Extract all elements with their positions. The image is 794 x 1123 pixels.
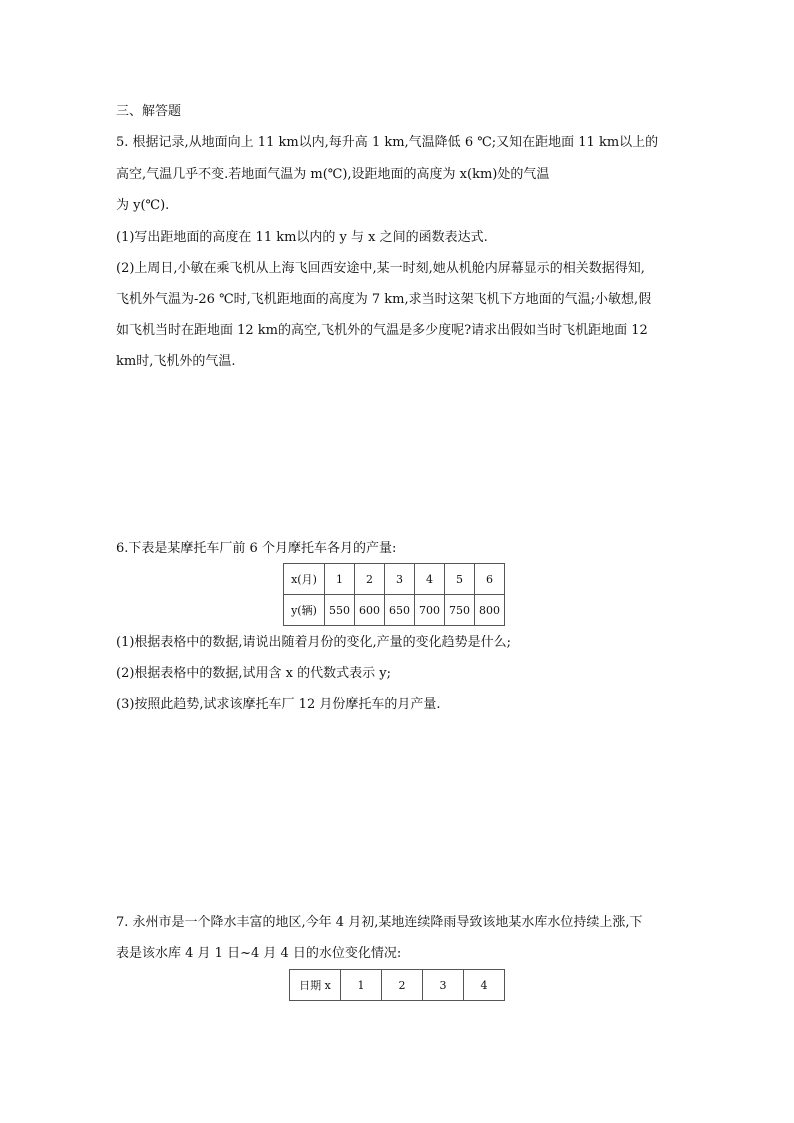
- table-cell: x(月): [284, 564, 325, 595]
- table-cell: 2: [382, 970, 423, 1001]
- table-cell: 800: [475, 595, 505, 626]
- q5-part-2-line-3: 如飞机当时在距地面 12 km的高空,飞机外的气温是多少度呢?请求出假如当时飞机距地面 12: [116, 323, 648, 338]
- q5-part-1: (1)写出距地面的高度在 11 km以内的 y 与 x 之间的函数表达式.: [116, 230, 488, 245]
- q5-part-2-line-2: 飞机外气温为-26 ℃时,飞机距地面的高度为 7 km,求当时这架飞机下方地面的气温;小敏想,假: [116, 292, 652, 307]
- table-cell: 1: [341, 970, 382, 1001]
- table-cell: 日期 x: [290, 970, 341, 1001]
- table-cell: 4: [415, 564, 445, 595]
- q5-part-2-line-1: (2)上周日,小敏在乘飞机从上海飞回西安途中,某一时刻,她从机舱内屏幕显示的相关数据得知,: [116, 261, 645, 276]
- q6-intro: 6.下表是某摩托车厂前 6 个月摩托车各月的产量:: [116, 541, 397, 556]
- table-row: [284, 595, 505, 626]
- q5-line-2: 高空,气温几乎不变.若地面气温为 m(℃),设距地面的高度为 x(km)处的气温: [116, 167, 550, 182]
- table-row: [284, 564, 505, 595]
- table-cell: 3: [423, 970, 464, 1001]
- table-cell: 750: [445, 595, 475, 626]
- table-cell: y(辆): [284, 595, 325, 626]
- q6-part-1: (1)根据表格中的数据,请说出随着月份的变化,产量的变化趋势是什么;: [116, 635, 512, 650]
- q5-line-1: 5. 根据记录,从地面向上 11 km以内,每升高 1 km,气温降低 6 ℃;又知在距地面 11 km以上的: [116, 135, 659, 150]
- q7-line-2: 表是该水库 4 月 1 日~4 月 4 日的水位变化情况:: [116, 946, 402, 961]
- table-cell: 1: [325, 564, 355, 595]
- section-title: 三、解答题: [116, 104, 182, 119]
- q5-part-2-line-4: km时,飞机外的气温.: [116, 354, 236, 369]
- table-cell: 600: [355, 595, 385, 626]
- table-cell: 4: [464, 970, 505, 1001]
- table-row: [290, 970, 505, 1001]
- q6-part-3: (3)按照此趋势,试求该摩托车厂 12 月份摩托车的月产量.: [116, 697, 441, 712]
- table-cell: 650: [385, 595, 415, 626]
- table-cell: 700: [415, 595, 445, 626]
- table-cell: 550: [325, 595, 355, 626]
- q7-water-level-table: [289, 969, 505, 1001]
- table-cell: 6: [475, 564, 505, 595]
- q6-production-table: [283, 563, 505, 626]
- table-cell: 3: [385, 564, 415, 595]
- table-cell: 2: [355, 564, 385, 595]
- q5-line-3: 为 y(℃).: [116, 198, 170, 213]
- table-cell: 5: [445, 564, 475, 595]
- q6-part-2: (2)根据表格中的数据,试用含 x 的代数式表示 y;: [116, 666, 391, 681]
- q7-line-1: 7. 永州市是一个降水丰富的地区,今年 4 月初,某地连续降雨导致该地某水库水位持续上涨,下: [116, 915, 643, 930]
